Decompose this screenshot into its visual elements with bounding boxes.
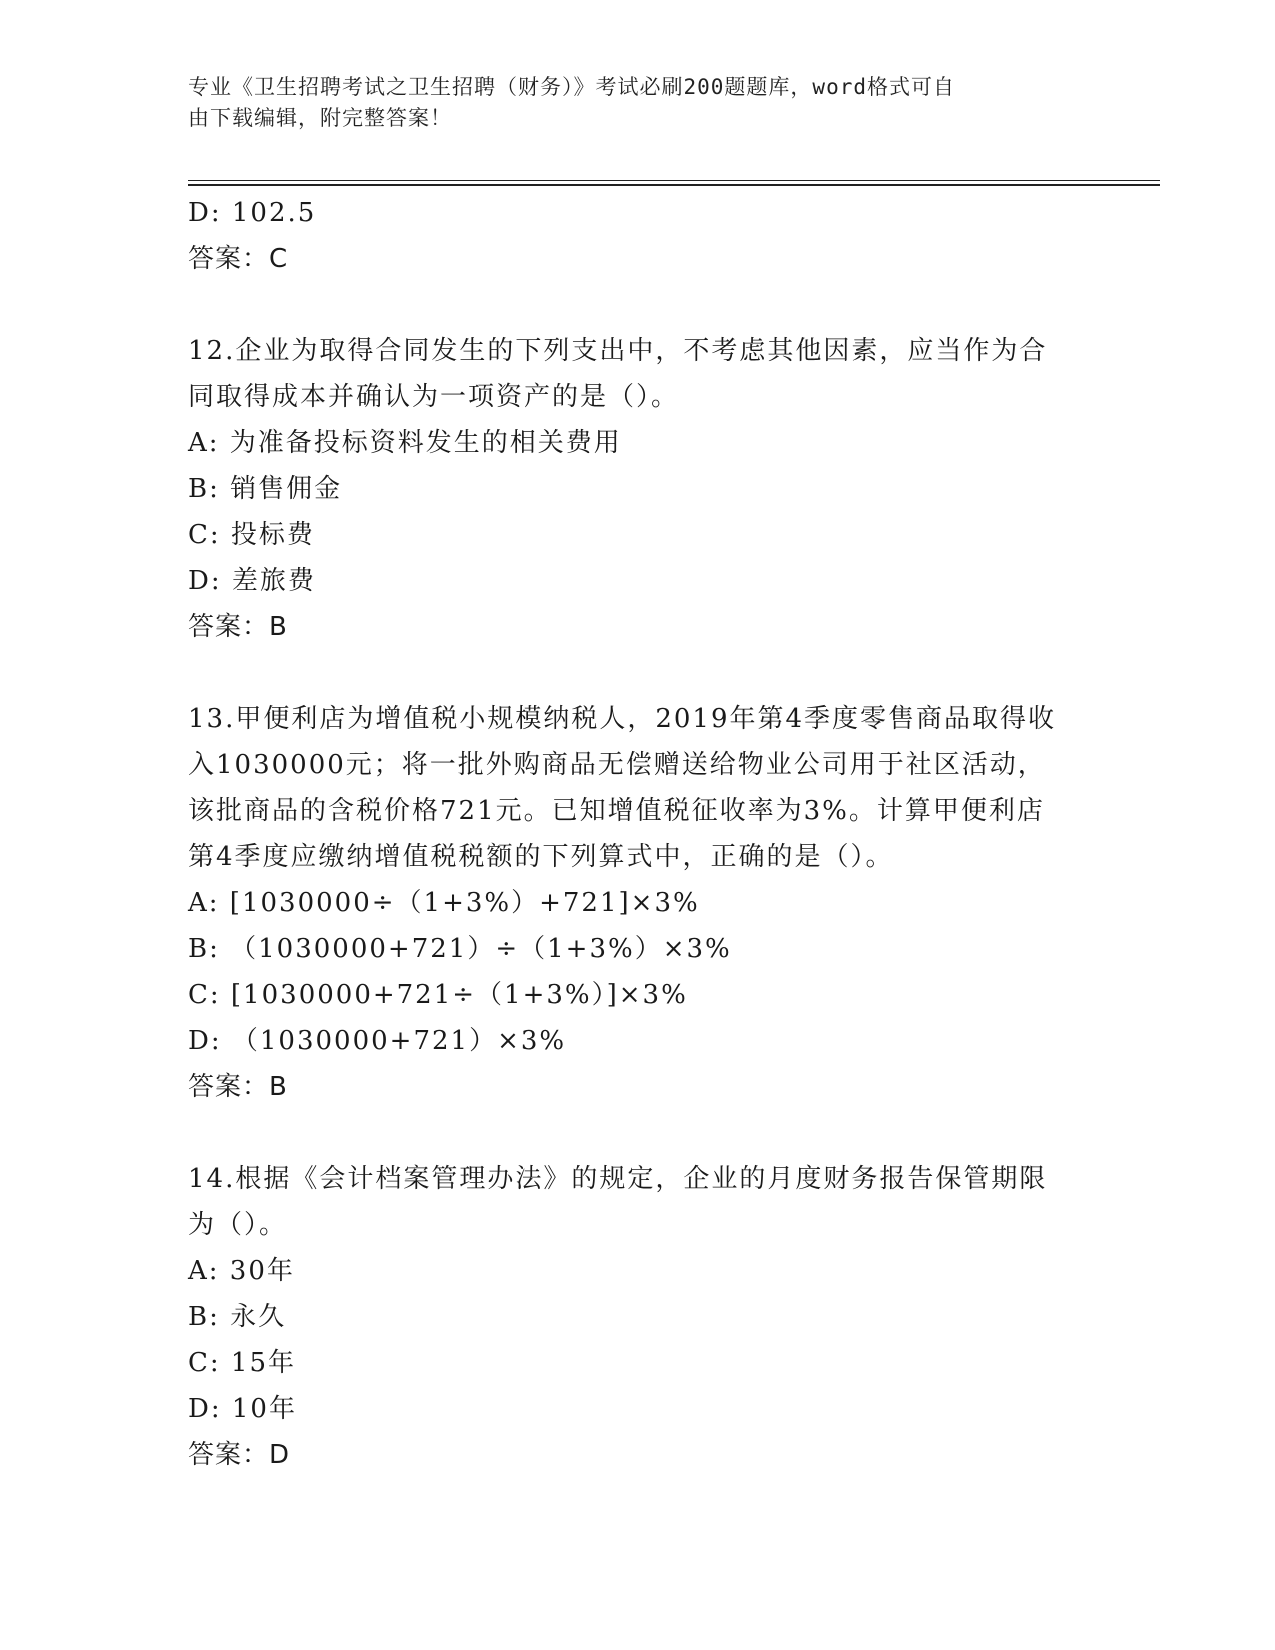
option-a: A: [1030000÷（1+3%）+721]×3% [188, 888, 700, 918]
answer-line: 答案：B [188, 1072, 288, 1102]
header-title-line-1: 专业《卫生招聘考试之卫生招聘（财务）》考试必刷200题题库，word格式可自 [188, 75, 955, 99]
question-12 [188, 328, 1088, 650]
question-stem-line: 入1030000元；将一批外购商品无偿赠送给物业公司用于社区活动， [188, 750, 1046, 780]
option-d: D: 差旅费 [188, 566, 316, 596]
question-content [188, 190, 1088, 1478]
option-c: C: 15年 [188, 1348, 297, 1378]
header-divider-thin [188, 180, 1160, 181]
question-stem-line: 14.根据《会计档案管理办法》的规定，企业的月度财务报告保管期限 [188, 1164, 1048, 1194]
question-stem-line: 同取得成本并确认为一项资产的是（）。 [188, 382, 680, 412]
question-14 [188, 1156, 1088, 1478]
document-header [188, 72, 1088, 134]
option-c: C: [1030000+721÷（1+3%）]×3% [188, 980, 688, 1010]
question-13 [188, 696, 1088, 1110]
spacer [188, 650, 1088, 696]
option-d: D: （1030000+721）×3% [188, 1026, 567, 1056]
spacer [188, 282, 1088, 328]
question-stem-line: 12.企业为取得合同发生的下列支出中，不考虑其他因素，应当作为合 [188, 336, 1048, 366]
answer-line: 答案：C [188, 244, 289, 274]
question-stem-line: 第4季度应缴纳增值税税额的下列算式中，正确的是（）。 [188, 842, 894, 872]
answer-line: 答案：D [188, 1440, 291, 1470]
option-a: A: 为准备投标资料发生的相关费用 [188, 428, 622, 458]
option-c: C: 投标费 [188, 520, 315, 550]
question-stem-line: 13.甲便利店为增值税小规模纳税人，2019年第4季度零售商品取得收 [188, 704, 1057, 734]
header-divider-thick [188, 184, 1160, 186]
option-b: B: 销售佣金 [188, 474, 343, 504]
option-b: B: （1030000+721）÷（1+3%）×3% [188, 934, 732, 964]
option-d: D: 10年 [188, 1394, 297, 1424]
header-title-line-2: 由下载编辑，附完整答案！ [188, 106, 452, 130]
option-a: A: 30年 [188, 1256, 295, 1286]
answer-line: 答案：B [188, 612, 288, 642]
question-stem-line: 该批商品的含税价格721元。已知增值税征收率为3%。计算甲便利店 [188, 796, 1045, 826]
question-stem-line: 为（）。 [188, 1210, 288, 1240]
option-b: B: 永久 [188, 1302, 287, 1332]
option-d: D: 102.5 [188, 198, 317, 228]
spacer [188, 1110, 1088, 1156]
